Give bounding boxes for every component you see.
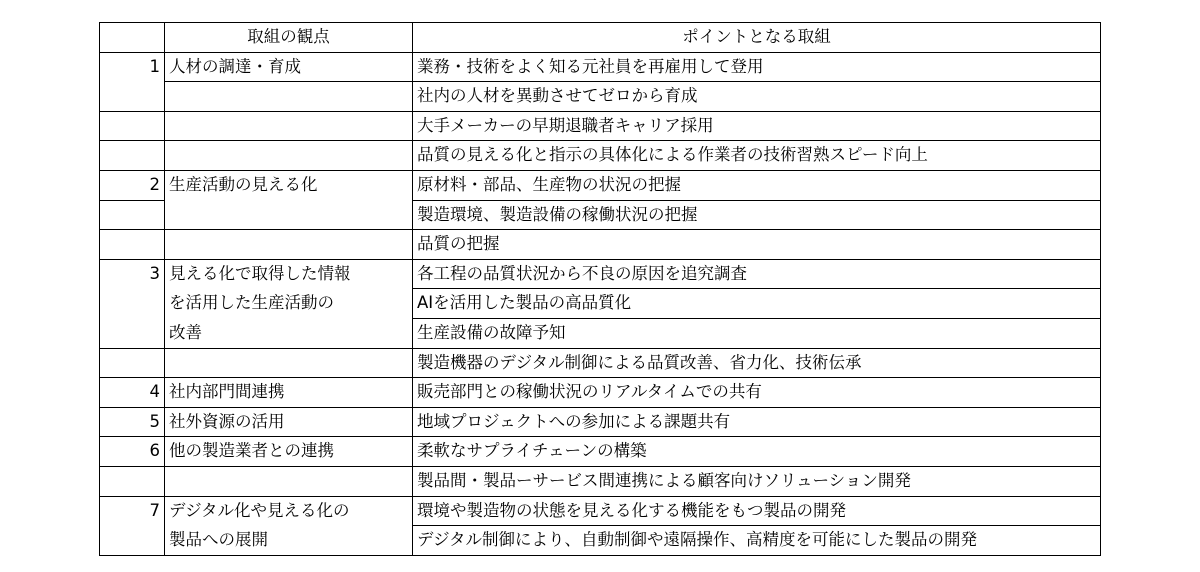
- header-num-cell: [100, 23, 165, 53]
- point-cell: 大手メーカーの早期退職者キャリア採用: [413, 111, 1101, 141]
- table-row: [100, 170, 1101, 200]
- point-cell: 製造機器のデジタル制御による品質改善、省力化、技術伝承: [413, 348, 1101, 378]
- point-cell: 製品間・製品ーサービス間連携による顧客向けソリューション開発: [413, 466, 1101, 496]
- point-cell: 柔軟なサプライチェーンの構築: [413, 437, 1101, 467]
- viewpoint-cell: [165, 348, 413, 378]
- viewpoint-cell: [165, 141, 413, 171]
- row-number: [100, 200, 165, 230]
- table-row: [100, 496, 1101, 526]
- table-row: [100, 230, 1101, 260]
- row-number: [100, 466, 165, 496]
- table-row: [100, 318, 1101, 348]
- viewpoint-cell: [165, 82, 413, 112]
- table-row: [100, 407, 1101, 437]
- table-row: [100, 200, 1101, 230]
- header-row: [100, 23, 1101, 53]
- point-cell: 社内の人材を異動させてゼロから育成: [413, 82, 1101, 112]
- table-row: [100, 466, 1101, 496]
- point-cell: 各工程の品質状況から不良の原因を追究調査: [413, 259, 1101, 289]
- point-cell: 品質の見える化と指示の具体化による作業者の技術習熟スピード向上: [413, 141, 1101, 171]
- table-row: [100, 259, 1101, 289]
- table-row: [100, 141, 1101, 171]
- row-number: [100, 289, 165, 319]
- point-cell: 製造環境、製造設備の稼働状況の把握: [413, 200, 1101, 230]
- initiatives-table: [99, 22, 1101, 556]
- table-row: [100, 52, 1101, 82]
- viewpoint-cell: を活用した生産活動の: [165, 289, 413, 319]
- point-cell: 品質の把握: [413, 230, 1101, 260]
- viewpoint-cell: 社外資源の活用: [165, 407, 413, 437]
- viewpoint-cell: [165, 200, 413, 230]
- viewpoint-cell: 他の製造業者との連携: [165, 437, 413, 467]
- point-cell: 環境や製造物の状態を見える化する機能をもつ製品の開発: [413, 496, 1101, 526]
- row-number: [100, 526, 165, 556]
- viewpoint-cell: 人材の調達・育成: [165, 52, 413, 82]
- row-number: 5: [100, 407, 165, 437]
- row-number: 3: [100, 259, 165, 289]
- table-row: [100, 348, 1101, 378]
- header-point-cell: ポイントとなる取組: [413, 23, 1101, 53]
- viewpoint-cell: デジタル化や見える化の: [165, 496, 413, 526]
- row-number: [100, 82, 165, 112]
- point-cell: 生産設備の故障予知: [413, 318, 1101, 348]
- row-number: 2: [100, 170, 165, 200]
- viewpoint-cell: 社内部門間連携: [165, 378, 413, 408]
- row-number: 7: [100, 496, 165, 526]
- row-number: 4: [100, 378, 165, 408]
- table-row: [100, 82, 1101, 112]
- row-number: [100, 111, 165, 141]
- viewpoint-cell: 見える化で取得した情報: [165, 259, 413, 289]
- table-row: [100, 289, 1101, 319]
- viewpoint-cell: 製品への展開: [165, 526, 413, 556]
- point-cell: 業務・技術をよく知る元社員を再雇用して登用: [413, 52, 1101, 82]
- table-row: [100, 526, 1101, 556]
- table-row: [100, 378, 1101, 408]
- table-row: [100, 111, 1101, 141]
- point-cell: AIを活用した製品の高品質化: [413, 289, 1101, 319]
- row-number: [100, 318, 165, 348]
- row-number: [100, 348, 165, 378]
- row-number: [100, 141, 165, 171]
- row-number: [100, 230, 165, 260]
- viewpoint-cell: 改善: [165, 318, 413, 348]
- viewpoint-cell: [165, 466, 413, 496]
- viewpoint-cell: [165, 230, 413, 260]
- point-cell: 原材料・部品、生産物の状況の把握: [413, 170, 1101, 200]
- row-number: 6: [100, 437, 165, 467]
- header-viewpoint-cell: 取組の観点: [165, 23, 413, 53]
- point-cell: 地域プロジェクトへの参加による課題共有: [413, 407, 1101, 437]
- viewpoint-cell: [165, 111, 413, 141]
- viewpoint-cell: 生産活動の見える化: [165, 170, 413, 200]
- point-cell: 販売部門との稼働状況のリアルタイムでの共有: [413, 378, 1101, 408]
- point-cell: デジタル制御により、自動制御や遠隔操作、高精度を可能にした製品の開発: [413, 526, 1101, 556]
- table-row: [100, 437, 1101, 467]
- row-number: 1: [100, 52, 165, 82]
